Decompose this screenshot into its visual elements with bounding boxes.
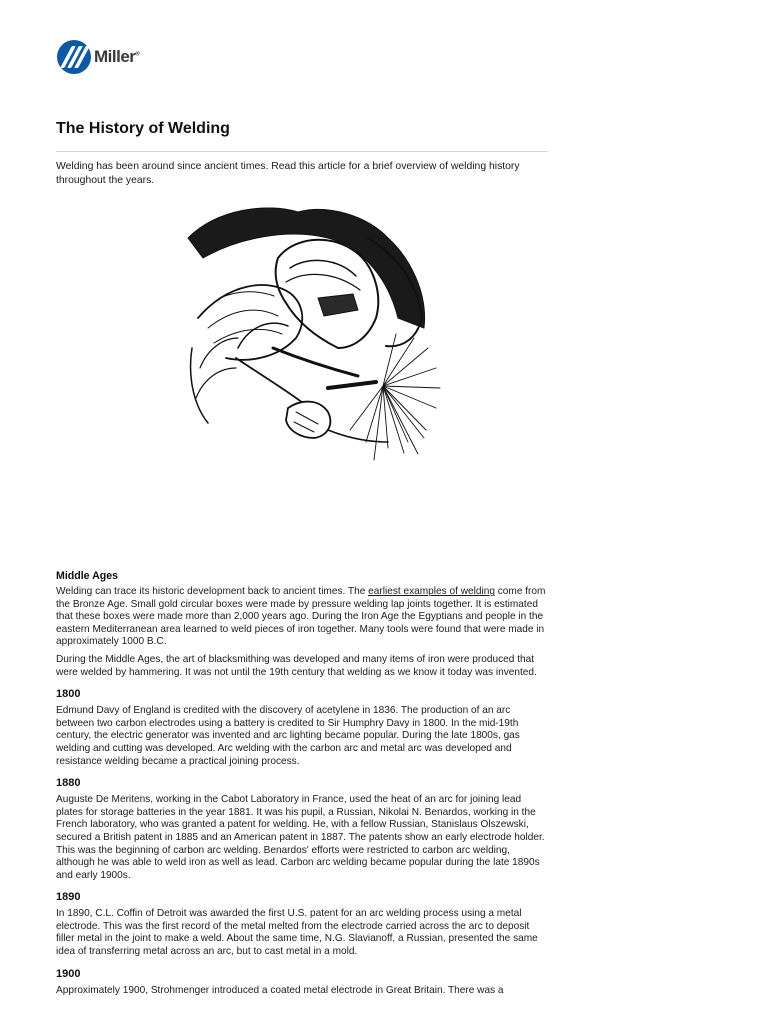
section-heading-1800: 1800 <box>56 688 81 701</box>
paragraph-1880: Auguste De Meritens, working in the Cabot Laboratory in France, used the heat of an arc for joining lead plates for storage batteries in the year 1881. It was his pupil, a Russian, Nikolai N. Benardos, working in the French laboratory, who was granted a patent for welding. He, with a fellow Russian, Stanislaus Olszewski, secured a British patent in 1885 and an American patent in 1887. The patents show an early electrode holder. This was the beginning of carbon arc welding. Benardos' efforts were restricted to carbon arc welding, although he was able to weld iron as well as lead. Carbon arc welding became popular during the late 1890s and early 1900s. <box>56 794 545 881</box>
paragraph-1900: Approximately 1900, Strohmenger introduced a coated metal electrode in Great Britain. There was a <box>56 984 504 996</box>
title-divider <box>56 151 548 152</box>
middle-ages-paragraph-1: Welding can trace its historic development back to ancient times. The earliest examples of welding come from the Bronze Age. Small gold circular boxes were made by pressure welding lap joints together. It is estimated that these boxes were made more than 2,000 years ago. During the Iron Age the Egyptians and people in the eastern Mediterranean area learned to weld pieces of iron together. Many tools were found that were made in approximately 1000 B.C. <box>56 586 546 648</box>
brand-name: Miller® <box>94 47 140 66</box>
middle-ages-paragraph-2: During the Middle Ages, the art of blacksmithing was developed and many items of iron were produced that were welded by hammering. It was not until the 19th century that welding as we know it today was invented. <box>56 653 537 678</box>
section-heading-1890: 1890 <box>56 891 81 904</box>
miller-logo[interactable] <box>57 40 139 74</box>
earliest-examples-link[interactable]: earliest examples of welding <box>368 586 495 597</box>
section-heading-middle-ages: Middle Ages <box>56 570 119 582</box>
paragraph-1800: Edmund Davy of England is credited with the discovery of acetylene in 1836. The production of an arc between two carbon electrodes using a battery is credited to Sir Humphry Davy in 1800. In the mid-19th century, the electric generator was invented and arc lighting became popular. During the late 1800s, gas welding and cutting was developed. Arc welding with the carbon arc and metal arc was developed and resistance welding became a practical joining process. <box>56 705 520 767</box>
miller-logo-icon <box>57 40 91 74</box>
section-heading-1880: 1880 <box>56 777 81 790</box>
intro-paragraph: Welding has been around since ancient times. Read this article for a brief overview of welding history throughout the years. <box>56 161 520 186</box>
page-title: The History of Welding <box>56 120 230 137</box>
section-heading-1900: 1900 <box>56 967 81 980</box>
paragraph-1890: In 1890, C.L. Coffin of Detroit was awarded the first U.S. patent for an arc welding process using a metal electrode. This was the first record of the metal melted from the electrode carried across the arc to deposit filler metal in the joint to make a weld. About the same time, N.G. Slavianoff, a Russian, presented the same idea of transferring metal across an arc, but to cast metal in a mold. <box>56 908 538 958</box>
welder-illustration <box>178 198 550 480</box>
article-body <box>56 570 550 1002</box>
